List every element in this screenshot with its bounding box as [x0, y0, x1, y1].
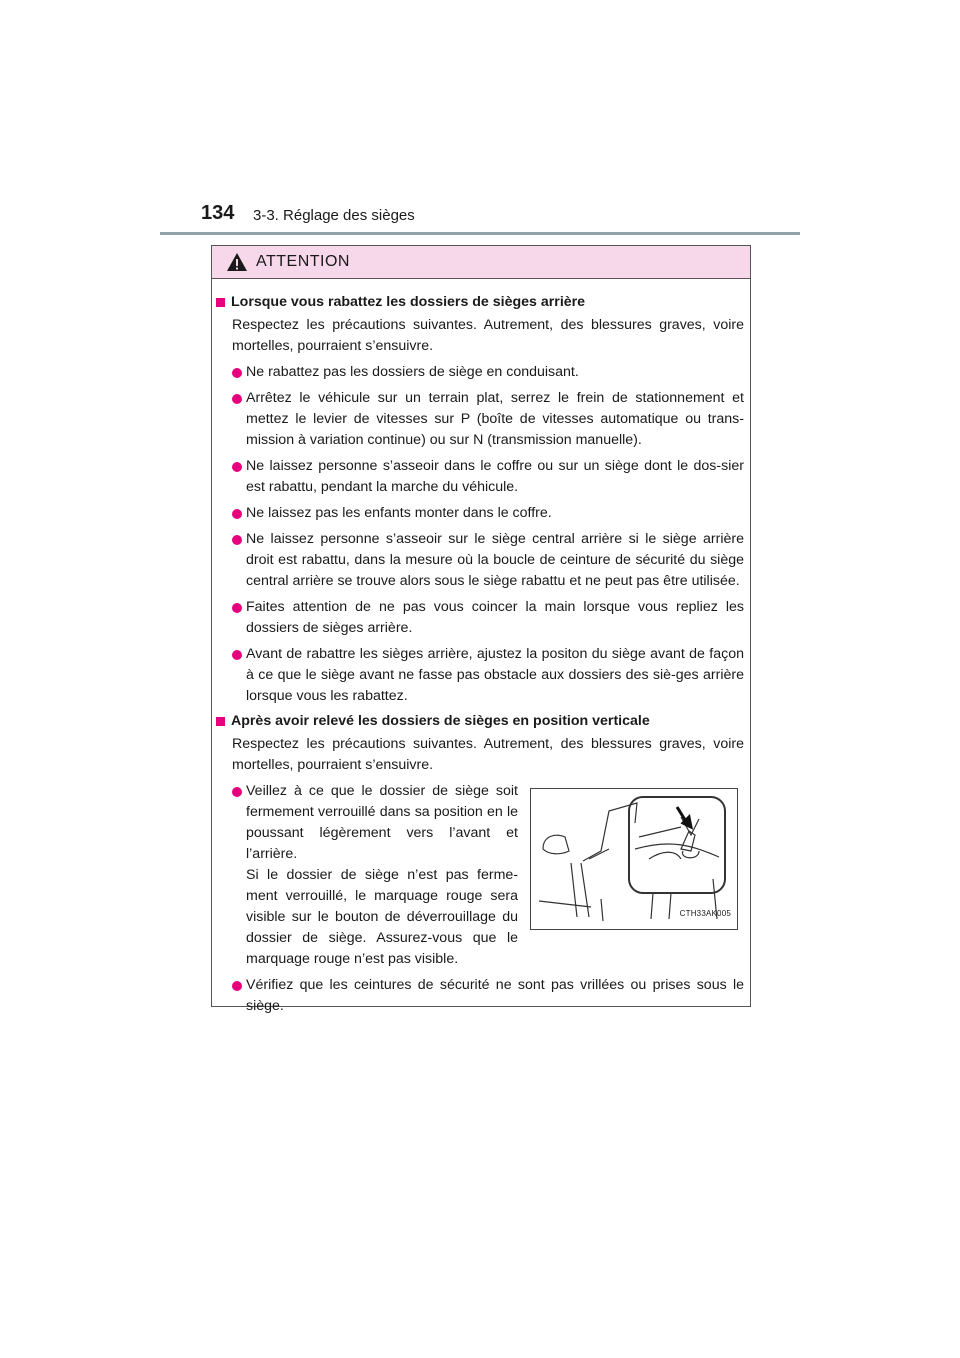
list-item: [232, 388, 744, 451]
section-title: 3-3. Réglage des sièges: [253, 207, 415, 224]
list-item-text: Avant de rabattre les sièges arrière, ajustez la positon du siège avant de façon à ce que le siège avant ne fasse pas obstacle aux dossiers des siè-ges arrière lorsque vous les rabattez.: [246, 646, 744, 704]
list-item-text: Faites attention de ne pas vous coincer la main lorsque vous repliez les dossiers de sièges arrière.: [246, 599, 744, 636]
caution-header: [212, 246, 750, 279]
circle-bullet-icon: [232, 394, 242, 404]
list-item-text: Ne laissez personne s’asseoir dans le coffre ou sur un siège dont le dos-sier est rabattu, pendant la marche du véhicule.: [246, 458, 744, 495]
list-item-text: Vérifiez que les ceintures de sécurité ne sont pas vrillées ou prises sous le siège.: [246, 977, 744, 1014]
caution-content: [212, 279, 750, 1017]
bullet-with-illustration: [214, 776, 744, 970]
circle-bullet-icon: [232, 535, 242, 545]
circle-bullet-icon: [232, 368, 242, 378]
circle-bullet-icon: [232, 650, 242, 660]
warning-triangle-icon: [226, 252, 248, 272]
list-item: [232, 781, 518, 970]
list-item-text: Veillez à ce que le dossier de siège soit fermement verrouillé dans sa position en le poussant légèrement vers l’avant et l’arrière. Si le dossier de siège n’est pas ferme-ment verrouillé, le marquage rouge sera visible sur le bouton de déverrouillage du dossier de siège. Assurez-vous que le marquage rouge n’est pas visible.: [246, 783, 518, 967]
circle-bullet-icon: [232, 981, 242, 991]
circle-bullet-icon: [232, 603, 242, 613]
list-item: [232, 529, 744, 592]
circle-bullet-icon: [232, 509, 242, 519]
list-item-text: Ne laissez pas les enfants monter dans le coffre.: [246, 505, 552, 521]
illustration-code: CTH33AK005: [679, 909, 731, 918]
caution-label: ATTENTION: [256, 253, 350, 270]
list-item: [232, 456, 744, 498]
header-divider: [160, 232, 800, 235]
list-item-text: Arrêtez le véhicule sur un terrain plat, serrez le frein de stationnement et mettez le levier de vitesses sur P (boîte de vitesses automatique ou trans-mission à variation continue) ou sur N (transmission manuelle).: [246, 390, 744, 448]
circle-bullet-icon: [232, 462, 242, 472]
caution-box: [211, 245, 751, 1014]
list-item: [232, 644, 744, 707]
list-item-text: Ne laissez personne s’asseoir sur le siège central arrière si le siège arrière droit est rabattu, dans la mesure où la boucle de ceinture de sécurité du siège central arrière se trouve alors sous le siège rabattu et ne peut pas être utilisée.: [246, 531, 744, 589]
list-item: [232, 975, 744, 1017]
list-item: [232, 503, 744, 524]
square-bullet-icon: [216, 298, 225, 307]
page-number: 134: [201, 202, 235, 224]
section-heading: [214, 292, 744, 313]
section-heading: [214, 711, 744, 732]
list-item-text: Ne rabattez pas les dossiers de siège en conduisant.: [246, 364, 579, 380]
list-item: [232, 597, 744, 639]
section-heading-text: Lorsque vous rabattez les dossiers de sièges arrière: [231, 294, 586, 310]
list-item: [232, 362, 744, 383]
square-bullet-icon: [216, 717, 225, 726]
section-intro: Respectez les précautions suivantes. Autrement, des blessures graves, voire mortelles, pourraient s’ensuivre.: [232, 317, 744, 354]
circle-bullet-icon: [232, 787, 242, 797]
seat-lock-illustration: [530, 788, 738, 930]
section-heading-text: Après avoir relevé les dossiers de sièges en position verticale: [231, 713, 650, 729]
section-intro: Respectez les précautions suivantes. Autrement, des blessures graves, voire mortelles, pourraient s’ensuivre.: [232, 736, 744, 773]
